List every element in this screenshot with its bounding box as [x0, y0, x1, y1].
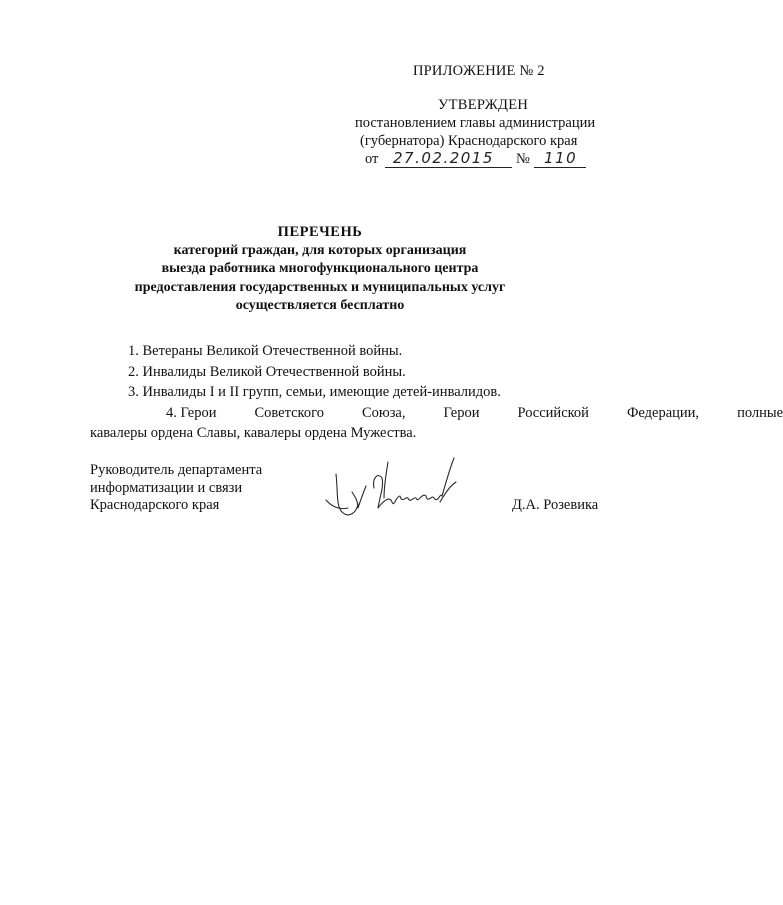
list-item: 2. Инвалиды Великой Отечественной войны. [128, 363, 406, 380]
list-item-word: Советского [254, 404, 324, 421]
signer-position-line: информатизации и связи [90, 479, 243, 496]
title-line: предоставления государственных и муниципальных услуг [134, 279, 506, 295]
list-item-word: Союза, [361, 404, 406, 421]
title-line: осуществляется бесплатно [235, 298, 405, 313]
title-heading: ПЕРЕЧЕНЬ [277, 224, 363, 240]
list-item-word: полные [737, 404, 783, 421]
date-label: от [365, 151, 379, 167]
signer-position-line: Краснодарского края [90, 497, 220, 513]
list-item-word: Федерации, [626, 404, 700, 421]
approved-label: УТВЕРЖДЕН [438, 97, 529, 113]
handwritten-signature [322, 452, 472, 532]
list-item [90, 403, 783, 444]
signer-position-line: Руководитель департамента [90, 462, 263, 478]
list-item-word: Российской [517, 404, 589, 421]
signer-name: Д.А. Розевика [512, 497, 599, 513]
list-item-word: Герои [443, 404, 480, 421]
approval-resolution-line: постановлением главы администрации [355, 115, 596, 131]
list-item: 1. Ветераны Великой Отечественной войны. [128, 343, 403, 359]
handwritten-date: 27.02.2015 [393, 149, 494, 167]
signer-position [90, 462, 262, 515]
list-item-continuation: кавалеры ордена Славы, кавалеры ордена Мужества. [90, 425, 417, 441]
title-line: категорий граждан, для которых организация [173, 242, 467, 258]
handwritten-number: 110 [544, 149, 578, 167]
number-label: № [516, 151, 530, 167]
document-title [120, 223, 520, 316]
appendix-label: ПРИЛОЖЕНИЕ № 2 [413, 63, 545, 79]
approval-authority-line: (губернатора) Краснодарского края [360, 133, 578, 149]
title-line: выезда работника многофункционального центра [161, 261, 479, 276]
list-item-word: 4. Герои [166, 404, 217, 421]
list-item-first-line [90, 403, 783, 424]
categories-list [90, 341, 783, 444]
list-item: 3. Инвалиды I и II групп, семьи, имеющие детей-инвалидов. [128, 384, 501, 400]
